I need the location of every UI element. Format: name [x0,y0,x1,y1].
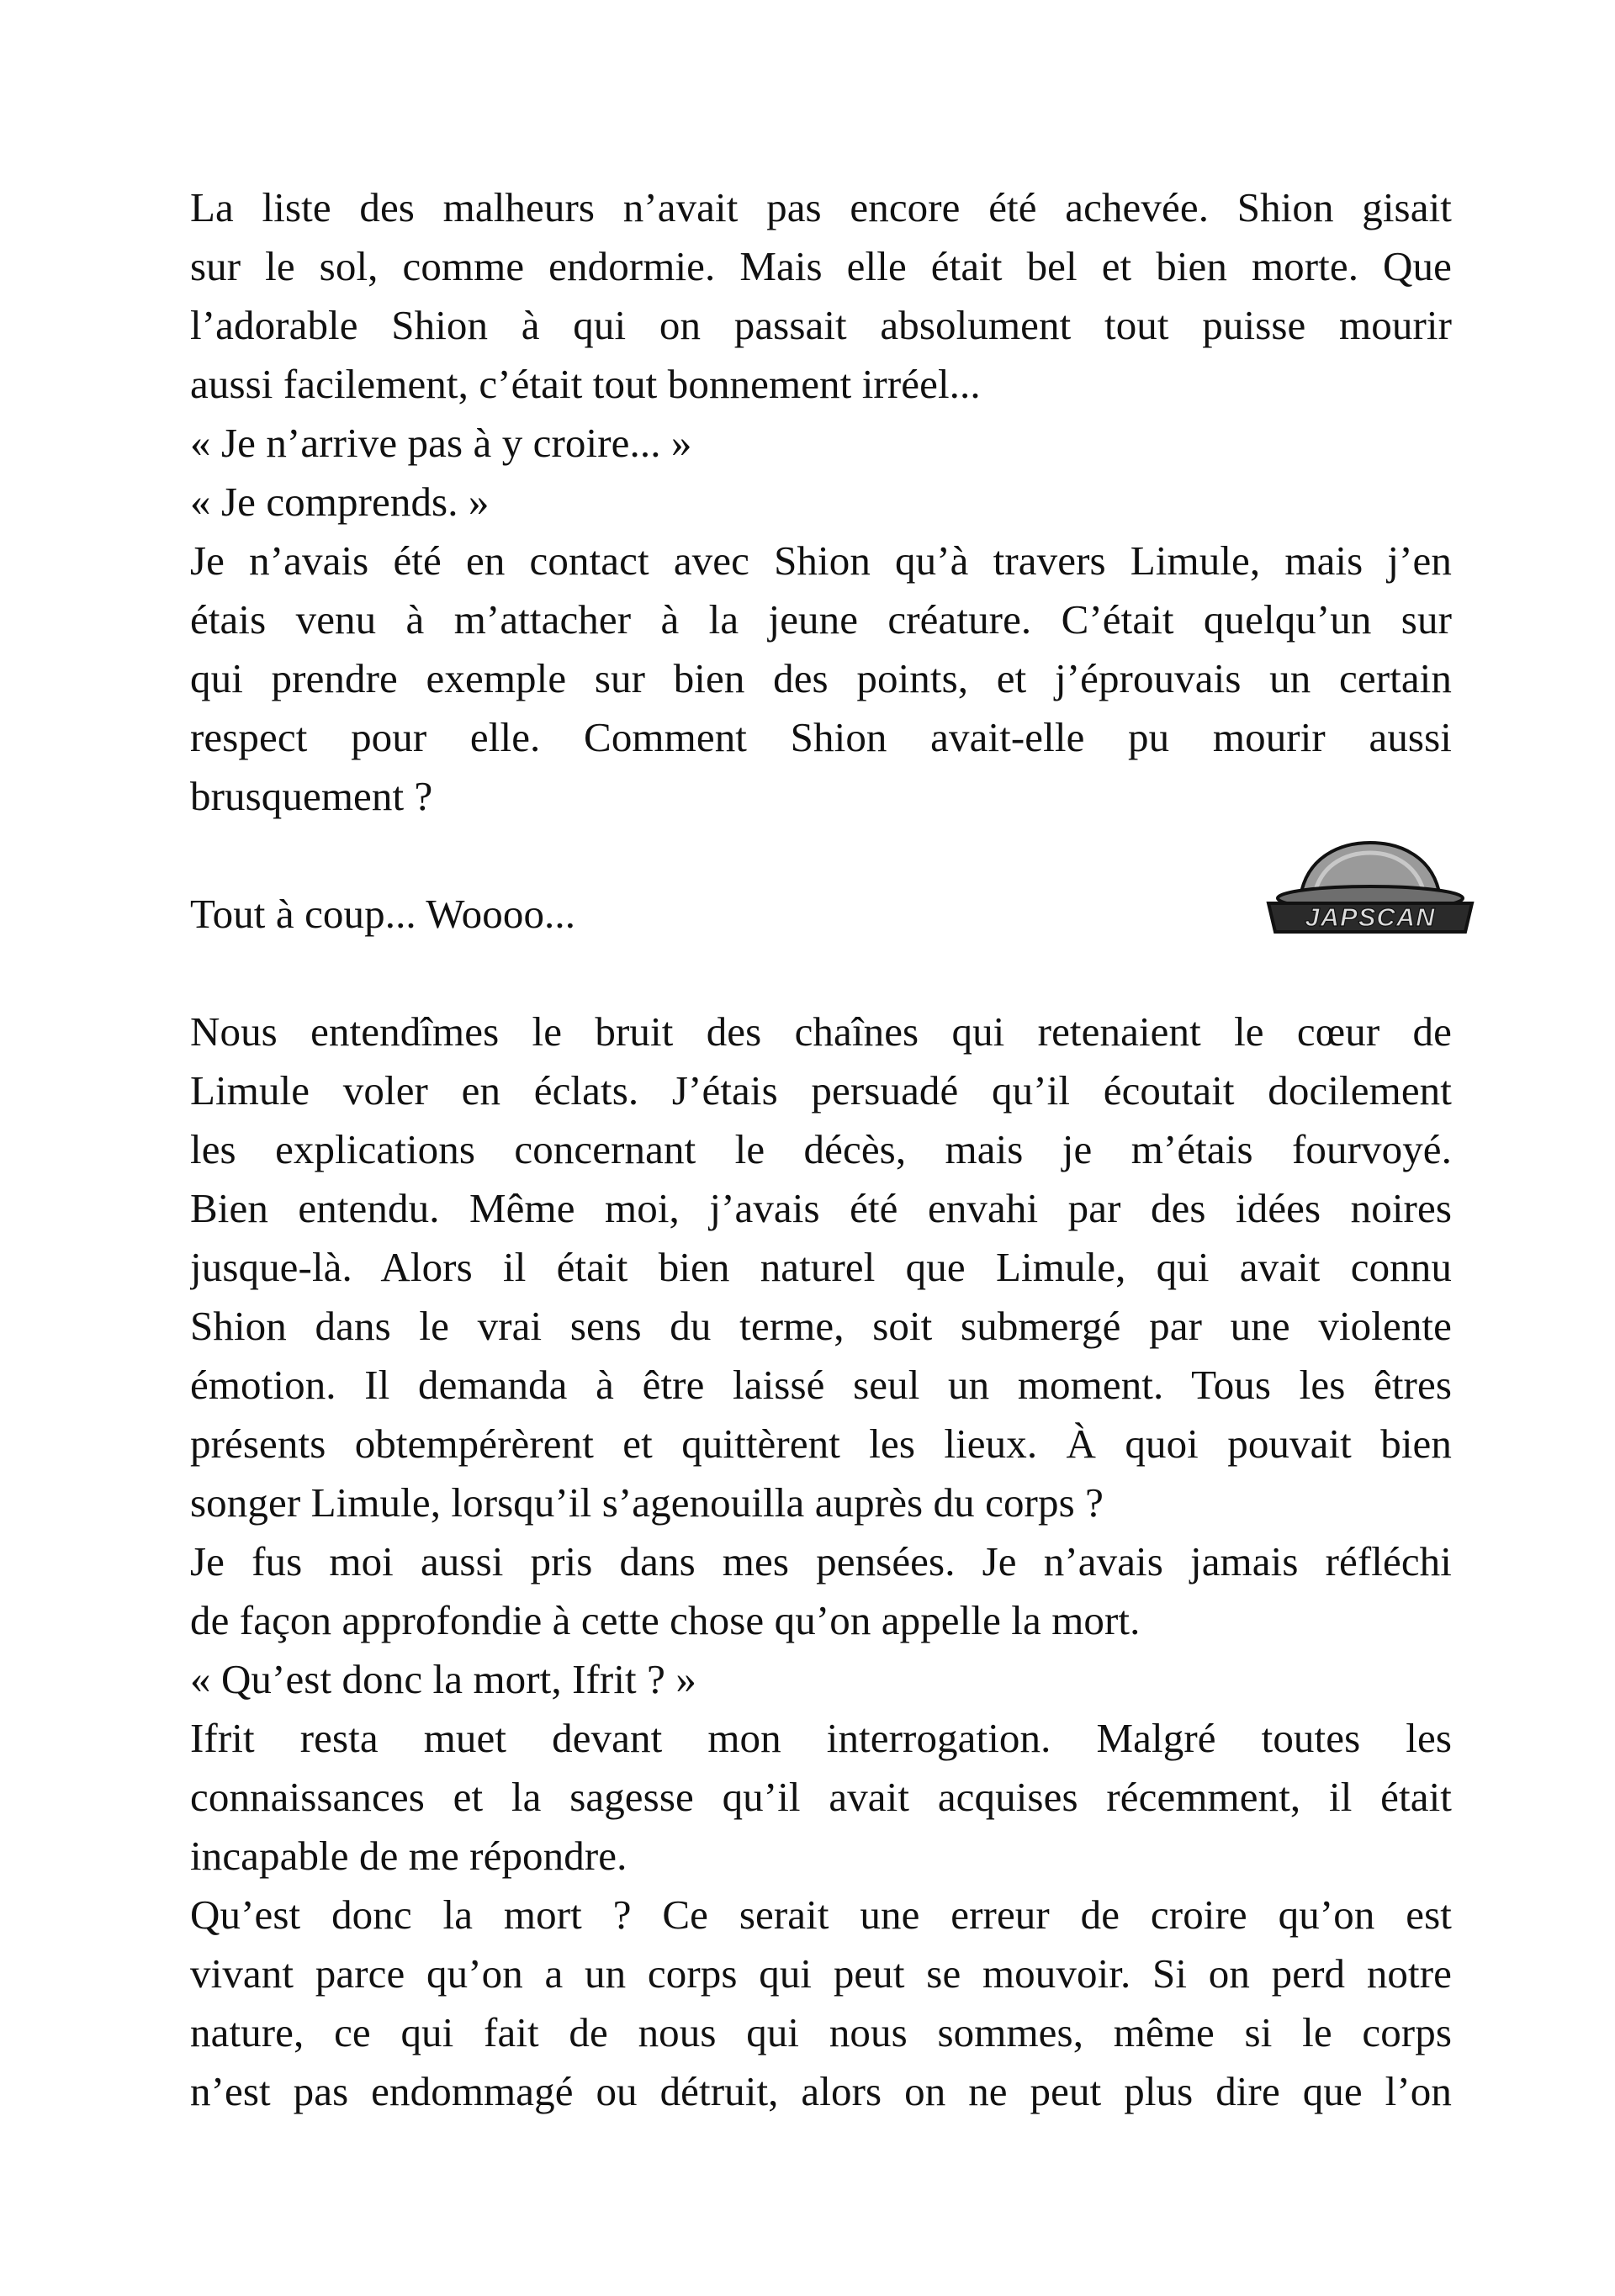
text-line: La liste des malheurs n’avait pas encore été achevée. Shion gisait [190,184,1452,230]
text-line: connaissances et la sagesse qu’il avait acquises récemment, il était [190,1774,1452,1820]
text-line: jusque-là. Alors il était bien naturel que Limule, qui avait connu [190,1244,1452,1290]
text-line: Je n’avais été en contact avec Shion qu’à travers Limule, mais j’en [190,537,1452,584]
paragraph-1 [190,178,1452,826]
text-line: Nous entendîmes le bruit des chaînes qui retenaient le cœur de [190,1008,1452,1055]
text-line: émotion. Il demanda à être laissé seul un moment. Tous les êtres [190,1362,1452,1408]
text-line: les explications concernant le décès, mais je m’étais fourvoyé. [190,1126,1452,1172]
text-line: « Qu’est donc la mort, Ifrit ? » [190,1656,696,1702]
paragraph-3 [190,1003,1452,2121]
text-line: Tout à coup... Woooo... [190,891,576,937]
text-line: brusquement ? [190,773,433,819]
text-line: songer Limule, lorsqu’il s’agenouilla auprès du corps ? [190,1479,1104,1526]
text-line: étais venu à m’attacher à la jeune créature. C’était quelqu’un sur [190,596,1452,643]
text-line: Je fus moi aussi pris dans mes pensées. Je n’avais jamais réfléchi [190,1538,1452,1584]
logo-text: JAPSCAN [1305,902,1436,932]
text-line: « Je comprends. » [190,479,490,525]
text-line: présents obtempérèrent et quittèrent les lieux. À quoi pouvait bien [190,1420,1452,1467]
text-line: « Je n’arrive pas à y croire... » [190,420,692,466]
japscan-logo-icon [1257,838,1484,939]
text-line: Ifrit resta muet devant mon interrogation. Malgré toutes les [190,1715,1452,1761]
text-line: Qu’est donc la mort ? Ce serait une erreur de croire qu’on est [190,1891,1452,1938]
text-line: Shion dans le vrai sens du terme, soit submergé par une violente [190,1303,1452,1349]
text-line: de façon approfondie à cette chose qu’on appelle la mort. [190,1597,1141,1643]
text-line: l’adorable Shion à qui on passait absolument tout puisse mourir [190,302,1452,348]
text-line: vivant parce qu’on a un corps qui peut se mouvoir. Si on perd notre [190,1950,1452,1997]
text-line: Limule voler en éclats. J’étais persuadé qu’il écoutait docilement [190,1067,1452,1114]
text-line: incapable de me répondre. [190,1833,627,1879]
text-line: n’est pas endommagé ou détruit, alors on ne peut plus dire que l’on [190,2068,1452,2114]
text-line: aussi facilement, c’était tout bonnement irréel... [190,361,981,407]
text-line: respect pour elle. Comment Shion avait-elle pu mourir aussi [190,714,1452,760]
text-line: qui prendre exemple sur bien des points, et j’éprouvais un certain [190,655,1452,701]
text-line: Bien entendu. Même moi, j’avais été envahi par des idées noires [190,1185,1452,1231]
text-line: sur le sol, comme endormie. Mais elle était bel et bien morte. Que [190,243,1452,289]
text-line: nature, ce qui fait de nous qui nous sommes, même si le corps [190,2009,1452,2055]
